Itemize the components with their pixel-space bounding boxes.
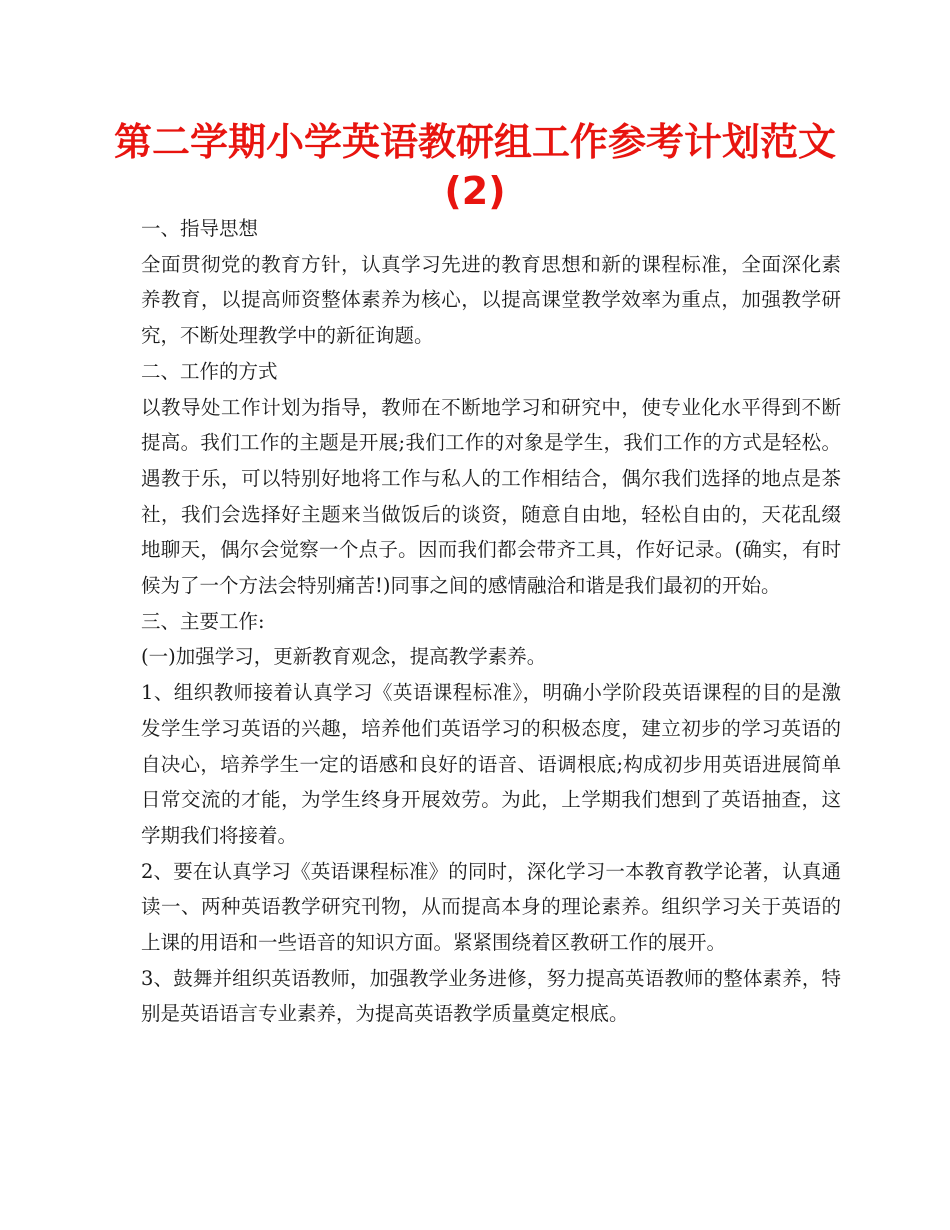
document-title: 第二学期小学英语教研组工作参考计划范文 (2): [113, 120, 836, 213]
paragraph-guiding-ideology: 全面贯彻党的教育方针，认真学习先进的教育思想和新的课程标准，全面深化素养教育，以提高师资整体素养为核心，以提高课堂教学效率为重点，加强教学研究，不断处理教学中的新征询题。: [141, 252, 841, 348]
section-heading-work-method: 二、工作的方式: [141, 359, 278, 383]
subheading-strengthen-learning: (一)加强学习，更新教育观念，提高教学素养。: [141, 645, 547, 669]
section-heading-guiding-ideology: 一、指导思想: [141, 217, 259, 240]
document-body: [141, 211, 841, 1032]
list-item-1: 1、组织教师接着认真学习《英语课程标准》，明确小学阶段英语课程的目的是激发学生学习英语的兴趣，培养他们英语学习的积极态度，建立初步的学习英语的自决心，培养学生一定的语感和良好的语音、语调根底;构成初步用英语进展简单日常交流的才能，为学生终身开展效劳。为此，上学期我们想到了英语抽查，这学期我们将接着。: [141, 681, 841, 847]
list-item-2: 2、要在认真学习《英语课程标准》的同时，深化学习一本教育教学论著，认真通读一、两种英语教学研究刊物，从而提高本身的理论素养。组织学习关于英语的上课的用语和一些语音的知识方面。紧紧围绕着区教研工作的展开。: [141, 859, 841, 955]
list-item-3: 3、鼓舞并组织英语教师，加强教学业务进修，努力提高英语教师的整体素养，特别是英语语言专业素养，为提高英语教学质量奠定根底。: [141, 966, 841, 1026]
paragraph-work-method: 以教导处工作计划为指导，教师在不断地学习和研究中，使专业化水平得到不断提高。我们工作的主题是开展;我们工作的对象是学生，我们工作的方式是轻松。遇教于乐，可以特别好地将工作与私人的工作相结合，偶尔我们选择的地点是茶社，我们会选择好主题来当做饭后的谈资，随意自由地，轻松自由的，天花乱缀地聊天，偶尔会觉察一个点子。因而我们都会带齐工具，作好记录。(确实，有时候为了一个方法会特别痛苦!)同事之间的感情融洽和谐是我们最初的开始。: [141, 395, 841, 598]
section-heading-main-work: 三、主要工作:: [141, 609, 265, 633]
